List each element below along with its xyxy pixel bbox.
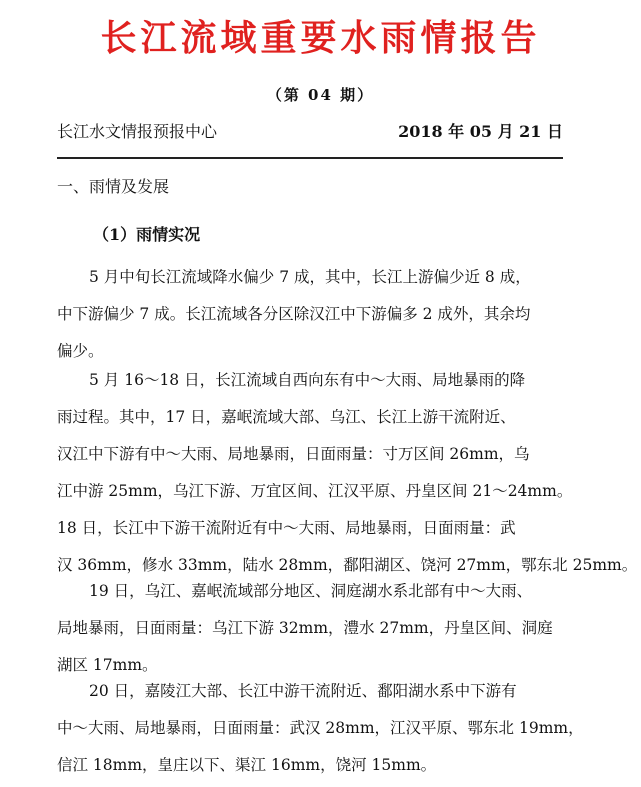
report-header-row xyxy=(57,118,563,146)
paragraph-line: 江中游 25mm，乌江下游、万宜区间、江汉平原、丹皇区间 21～24mm。 xyxy=(57,482,573,500)
paragraph-line: 中下游偏少 7 成。长江流域各分区除汉江中下游偏多 2 成外，其余均 xyxy=(57,305,531,323)
issuing-agency: 长江水文情报预报中心 xyxy=(57,122,218,141)
report-date: 2018 年 05 月 21 日 xyxy=(398,122,563,141)
paragraph-line: 18 日，长江中下游干流附近有中～大雨、局地暴雨，日面雨量：武 xyxy=(57,519,516,537)
paragraph-may-20 xyxy=(57,673,584,784)
paragraph-may-16-18 xyxy=(57,362,638,584)
header-divider xyxy=(57,157,563,159)
section-heading: 一、雨情及发展 xyxy=(57,177,170,196)
paragraph-line: 雨过程。其中，17 日，嘉岷流域大部、乌江、长江上游干流附近、 xyxy=(57,408,516,426)
paragraph-may-19 xyxy=(57,573,569,684)
report-title: 长江流域重要水雨情报告 xyxy=(100,17,541,59)
paragraph-line: 汉 36mm，修水 33mm，陆水 28mm，鄱阳湖区、饶河 27mm，鄂东北 25mm。 xyxy=(57,556,638,574)
paragraph-line: 19 日，乌江、嘉岷流域部分地区、洞庭湖水系北部有中～大雨、 xyxy=(89,582,533,600)
paragraph-line: 局地暴雨，日面雨量：乌江下游 32mm，澧水 27mm，丹皇区间、洞庭 xyxy=(57,619,553,637)
subsection-heading: （1）雨情实况 xyxy=(93,225,201,244)
paragraph-line: 信江 18mm，皇庄以下、渠江 16mm，饶河 15mm。 xyxy=(57,756,437,774)
paragraph-line: 20 日，嘉陵江大部、长江中游干流附近、鄱阳湖水系中下游有 xyxy=(89,682,517,700)
paragraph-line: 汉江中下游有中～大雨、局地暴雨，日面雨量：寸万区间 26mm，乌 xyxy=(57,445,530,463)
paragraph-summary xyxy=(57,259,569,370)
paragraph-line: 5 月中旬长江流域降水偏少 7 成，其中，长江上游偏少近 8 成， xyxy=(89,268,531,286)
paragraph-line: 偏少。 xyxy=(57,342,104,360)
paragraph-line: 5 月 16～18 日，长江流域自西向东有中～大雨、局地暴雨的降 xyxy=(89,371,526,389)
paragraph-line: 中～大雨、局地暴雨，日面雨量：武汉 28mm，江汉平原、鄂东北 19mm， xyxy=(57,719,584,737)
paragraph-line: 湖区 17mm。 xyxy=(57,656,158,674)
issue-number: （第 04 期） xyxy=(266,86,375,104)
